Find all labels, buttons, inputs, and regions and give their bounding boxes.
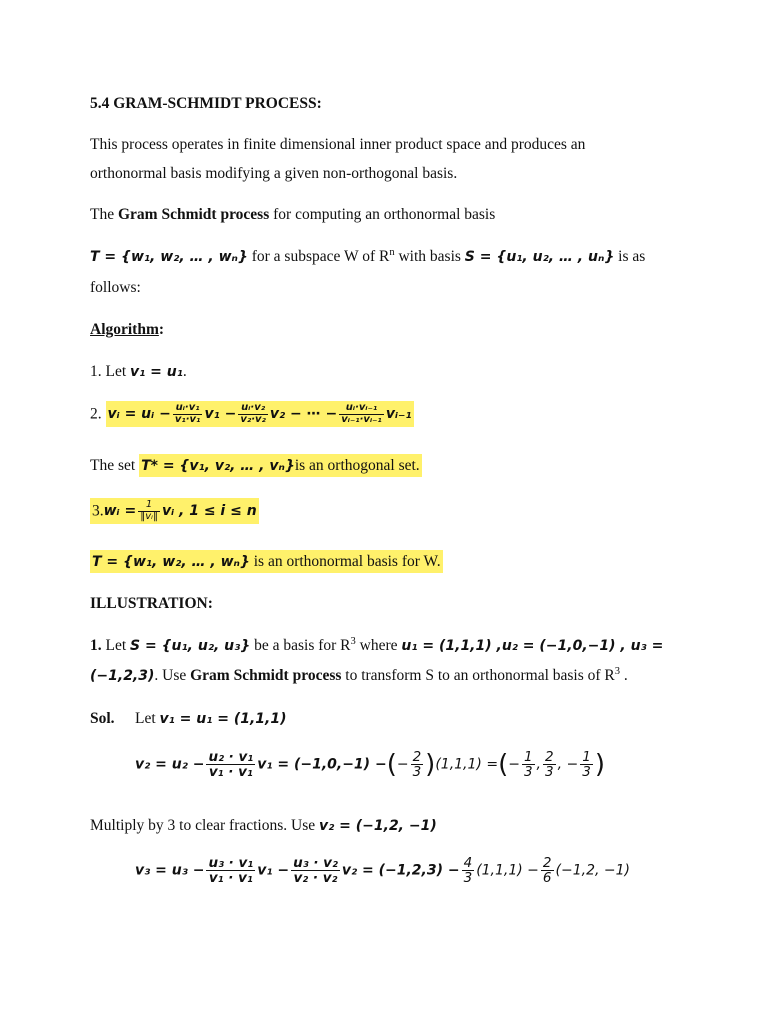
solution-line <box>90 711 287 727</box>
algorithm-step-2 <box>90 401 414 427</box>
v3-frac-1: $\frac{\text{u₃ · v₁}}{\text{v₁ · v₁}}$ <box>208 855 254 887</box>
S-set-expr: S = {u₁, u₂, … , uₙ} <box>464 249 615 265</box>
u3-vector: (−1,2,3) <box>90 668 155 684</box>
v2-equation: v₂ = u₂ − $\frac{\text{u₂ · v₁}}{\text{v₁ · v₁}}$ v₁ = (−1,0,−1) −(− $\frac{2}{3}$ )(1,1,1) =(− $\frac{1}{3}$ , $\frac{2}{3}$ , − $\frac{1}{3}$ ) <box>135 749 605 781</box>
gram-schmidt-intro <box>90 207 495 223</box>
gs-pre: The <box>90 206 118 223</box>
sol-let: Let <box>135 710 160 727</box>
sub-pre: for a subspace W of R <box>247 248 390 265</box>
step3-rest: vᵢ , 1 ≤ i ≤ n <box>161 503 257 519</box>
p1-where: where <box>355 637 402 654</box>
set-highlight <box>139 454 422 477</box>
step3-frac: $\frac{1}{\text{‖vᵢ‖}}$ <box>140 499 158 522</box>
final-highlight <box>90 550 443 573</box>
v2-frac-b: $\frac{2}{3}$ <box>545 749 554 781</box>
orthogonal-set-line <box>90 458 422 474</box>
multiply-text: Multiply by 3 to clear fractions. Use <box>90 817 320 834</box>
T-set-expr: T = {w₁, w₂, … , wₙ} <box>90 249 248 265</box>
step2-formula <box>106 401 414 427</box>
orthonormal-basis-line <box>90 554 443 570</box>
algorithm-colon: : <box>158 321 165 338</box>
sol-expr: v₁ = u₁ = (1,1,1) <box>159 711 287 727</box>
algorithm-title: Algorithm <box>90 321 159 338</box>
v3-frac-4-3: $\frac{4}{3}$ <box>463 855 473 887</box>
step1-end: . <box>182 363 187 380</box>
section-heading: 5.4 GRAM-SCHMIDT PROCESS: <box>90 95 322 112</box>
algorithm-heading <box>90 322 164 338</box>
v3-frac-2-6: $\frac{2}{6}$ <box>542 855 552 887</box>
step2-frac-1: $\frac{\text{uᵢ·v₁}}{\text{v₁·v₁}}$ <box>174 402 201 425</box>
step2-frac-2: $\frac{\text{uᵢ·v₂}}{\text{v₂·v₂}}$ <box>240 402 266 425</box>
algorithm-step-3 <box>90 498 259 524</box>
p2-bold: Gram Schmidt process <box>190 667 342 684</box>
sub-mid: with basis <box>394 248 465 265</box>
v2-frac-main: $\frac{\text{u₂ · v₁}}{\text{v₁ · v₁}}$ <box>208 749 254 781</box>
step3-w: wᵢ = <box>103 503 137 519</box>
v3-equation: v₃ = u₃ − $\frac{\text{u₃ · v₁}}{\text{v₁ · v₁}}$ v₁ − $\frac{\text{u₃ · v₂}}{\text{v₂ · v₂}}$ v₂ = (−1,2,3) − $\frac{4}{3}$ (1,1,1) − $\frac{2}{6}$ (−1,2, −1) <box>135 855 630 887</box>
T-final-expr: T = {w₁, w₂, … , wₙ} <box>92 554 250 570</box>
p1-let: Let <box>101 637 131 654</box>
follows-text: follows: <box>90 279 141 296</box>
algorithm-step-1 <box>90 364 187 380</box>
problem-line-1 <box>90 635 664 654</box>
step2-v1: v₁ − <box>204 406 237 422</box>
sub-post: is as <box>614 248 646 265</box>
p2-use: . Use <box>154 667 191 684</box>
problem-number: 1. <box>90 637 102 654</box>
set-pre: The set <box>90 457 140 474</box>
p1-vectors: u₁ = (1,1,1) ,u₂ = (−1,0,−1) , u₃ = <box>401 638 664 654</box>
intro-line-1: This process operates in finite dimensional inner product space and produces an <box>90 136 586 153</box>
v2-frac-a: $\frac{1}{3}$ <box>523 749 533 781</box>
step2-label: 2. <box>90 405 106 423</box>
problem-line-2 <box>90 665 628 684</box>
step1-label: 1. Let <box>90 363 131 380</box>
illustration-heading: ILLUSTRATION: <box>90 595 213 612</box>
v3-frac-2: $\frac{\text{u₃ · v₂}}{\text{v₂ · v₂}}$ <box>293 855 338 887</box>
step3-label: 3. <box>92 502 104 520</box>
step2-v2: v₂ − ⋯ − <box>269 406 338 422</box>
p2-rest: to transform S to an orthonormal basis of R <box>341 667 615 684</box>
p1-S-expr: S = {u₁, u₂, u₃} <box>130 638 251 654</box>
step2-vi: vᵢ = uᵢ − <box>107 406 171 422</box>
rn-superscript: n <box>389 246 395 258</box>
subspace-line <box>90 246 646 265</box>
sol-label: Sol. <box>90 710 115 727</box>
gs-bold: Gram Schmidt process <box>117 206 270 223</box>
v2-frac-2-3: $\frac{2}{3}$ <box>412 749 422 781</box>
final-text: is an orthonormal basis for W. <box>249 553 441 570</box>
p1-basis: be a basis for R <box>250 637 351 654</box>
set-post: is an orthogonal set. <box>294 457 420 474</box>
step2-frac-3: $\frac{\text{uᵢ·vᵢ₋₁}}{\text{vᵢ₋₁·vᵢ₋₁}}$ <box>341 402 382 425</box>
gs-post: for computing an orthonormal basis <box>269 206 496 223</box>
v2-frac-c: $\frac{1}{3}$ <box>582 749 591 781</box>
step1-expr: v₁ = u₁ <box>130 364 183 380</box>
p1-r3-sup: 3 <box>350 635 356 647</box>
multiply-expr: v₂ = (−1,2, −1) <box>319 818 437 834</box>
intro-line-2: orthonormal basis modifying a given non-orthogonal basis. <box>90 165 458 182</box>
step3-highlight <box>90 498 259 524</box>
multiply-line <box>90 818 437 834</box>
p2-r3-sup: 3 <box>614 665 621 677</box>
p2-end: . <box>620 667 628 684</box>
T-star-expr: T* = {v₁, v₂, … , vₙ} <box>141 458 295 474</box>
step2-vlast: vᵢ₋₁ <box>385 406 412 422</box>
